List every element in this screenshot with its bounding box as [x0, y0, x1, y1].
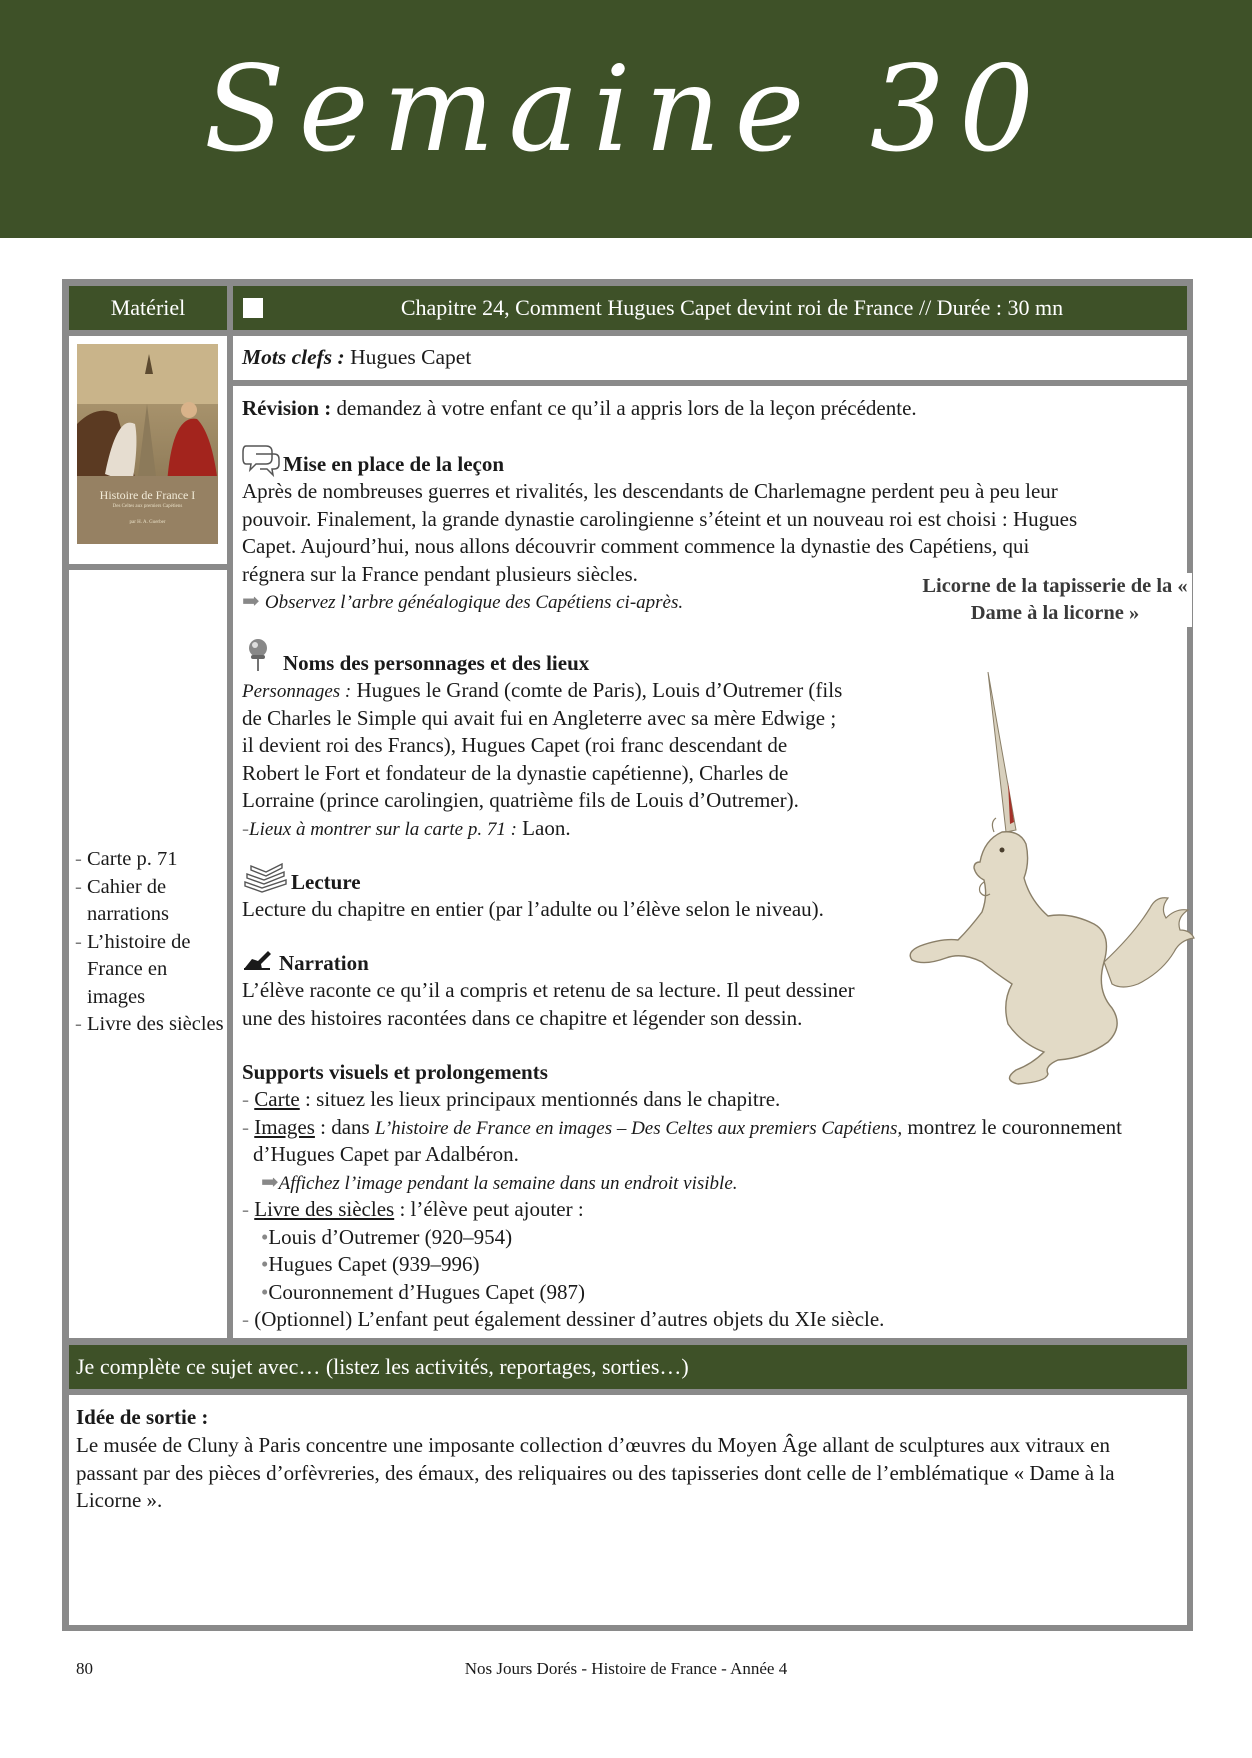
books-icon [242, 860, 288, 894]
book-cover-cell [69, 336, 227, 564]
paragraph-line: Robert le Fort et fondateur de la dynastie capétienne), Charles de [242, 760, 789, 785]
carte-line: - Carte : situez les lieux principaux mentionnés dans le chapitre. [242, 1087, 781, 1111]
paragraph-line: Lorraine (prince carolingien, quatrième fils de Louis d’Outremer). [242, 788, 799, 812]
list-item: - Cahier de narrations [75, 875, 169, 925]
lieux-line: -Lieux à montrer sur la carte p. 71 : Laon. [242, 815, 571, 840]
complete-title: Je complète ce sujet avec… (listez les activités, reportages, sorties…) [76, 1354, 689, 1379]
cover-title: Histoire de France I [99, 488, 196, 502]
paragraph-line: une des histoires racontées dans ce chapitre et légender son dessin. [242, 1005, 803, 1030]
paragraph-line: il devient roi des Francs), Hugues Capet (roi franc descendant de [242, 733, 788, 757]
unicorn-caption: Licorne de la tapisserie de la « Dame à la licorne » [918, 573, 1192, 627]
paragraph-line: L’élève raconte ce qu’il a compris et retenu de sa lecture. Il peut dessiner [242, 978, 855, 1002]
writing-hand-icon [242, 949, 272, 971]
sortie-text: Le musée de Cluny à Paris concentre une imposante collection d’œuvres du Moyen Âge allant de sculptures aux vitraux en passant par des pièces d’orfèvreries, des émaux, des reliquaires ou des tapisseries dont celle de l’emblématique « Dame à la Licorne ». [76, 1433, 1115, 1512]
footer-text: Nos Jours Dorés - Histoire de France - Année 4 [464, 1659, 788, 1678]
keywords-cell [233, 336, 1187, 380]
mise-en-place-title: Mise en place de la leçon [283, 452, 505, 476]
livre-item: •Louis d’Outremer (920–954) [261, 1224, 513, 1249]
chapter-header [233, 286, 1187, 330]
images-line-2: d’Hugues Capet par Adalbéron. [253, 1142, 519, 1166]
supports-title: Supports visuels et prolongements [242, 1060, 548, 1084]
materiel-title: Matériel [110, 295, 186, 320]
materiel-header [69, 286, 227, 330]
list-item: - Carte p. 71 [75, 848, 178, 870]
list-item: - Livre des siècles [75, 1013, 224, 1035]
sortie-title: Idée de sortie : [76, 1405, 209, 1429]
images-line: - Images : dans L’histoire de France en images – Des Celtes aux premiers Capétiens, montrez le couronnement [242, 1114, 1122, 1139]
optionnel-line: - (Optionnel) L’enfant peut également dessiner d’autres objets du XIe siècle. [242, 1307, 885, 1331]
arrow-right-icon: ➡ [242, 589, 260, 613]
keywords-value: Hugues Capet [350, 345, 472, 369]
sortie-cell [69, 1395, 1187, 1625]
revision: Révision : demandez à votre enfant ce qu’il a appris lors de la leçon précédente. [242, 396, 917, 420]
lecture-text: Lecture du chapitre en entier (par l’adulte ou l’élève selon le niveau). [242, 897, 824, 921]
cover-painting [77, 344, 218, 544]
materiel-list [75, 846, 225, 1039]
paragraph-line: Après de nombreuses guerres et rivalités, les descendants de Charlemagne perdent peu à peu leur [242, 479, 1058, 503]
checkbox[interactable] [243, 298, 263, 318]
page-title: Semaine 30 [203, 40, 1049, 178]
unicorn-illustration [898, 672, 1198, 1092]
list-item: - L’histoire de France en images [75, 930, 191, 1008]
livre-item: •Couronnement d’Hugues Capet (987) [261, 1279, 586, 1304]
cover-author: par H. A. Guerber [129, 520, 166, 525]
livre-item: •Hugues Capet (939–996) [261, 1252, 480, 1276]
images-note: ➡Affichez l’image pendant la semaine dans un endroit visible. [261, 1169, 738, 1194]
complete-header [69, 1345, 1187, 1389]
speech-bubble-icon [242, 442, 280, 478]
header-banner [0, 0, 1252, 238]
keywords-label: Mots clefs : [242, 345, 345, 369]
paragraph-line: pouvoir. Finalement, la grande dynastie carolingienne s’éteint et un nouveau roi est choisi : Hugues [242, 506, 1078, 531]
pushpin-icon [245, 638, 271, 672]
narration-title: Narration [279, 951, 369, 975]
lecture-title: Lecture [291, 870, 361, 894]
paragraph-line: de Charles le Simple qui avait fui en Angleterre avec sa mère Edwige ; [242, 705, 837, 730]
genealogy-note: ➡ Observez l’arbre généalogique des Capétiens ci-après. [242, 589, 684, 613]
chapter-title: Chapitre 24, Comment Hugues Capet devint roi de France // Durée : 30 mn [400, 295, 1064, 320]
materiel-list-cell [69, 570, 227, 1338]
page-number: 80 [76, 1659, 93, 1678]
cover-subtitle: Des Celtes aux premiers Capétiens [112, 504, 183, 509]
noms-title: Noms des personnages et des lieux [283, 651, 590, 675]
book-cover-image [77, 344, 218, 544]
personnages-line: Personnages : Hugues le Grand (comte de Paris), Louis d’Outremer (fils [242, 678, 843, 702]
paragraph-line: régnera sur la France pendant plusieurs siècles. [242, 561, 638, 586]
paragraph-line: Capet. Aujourd’hui, nous allons découvrir comment commence la dynastie des Capétiens, qui [242, 534, 1030, 558]
livre-line: - Livre des siècles : l’élève peut ajouter : [242, 1197, 584, 1221]
